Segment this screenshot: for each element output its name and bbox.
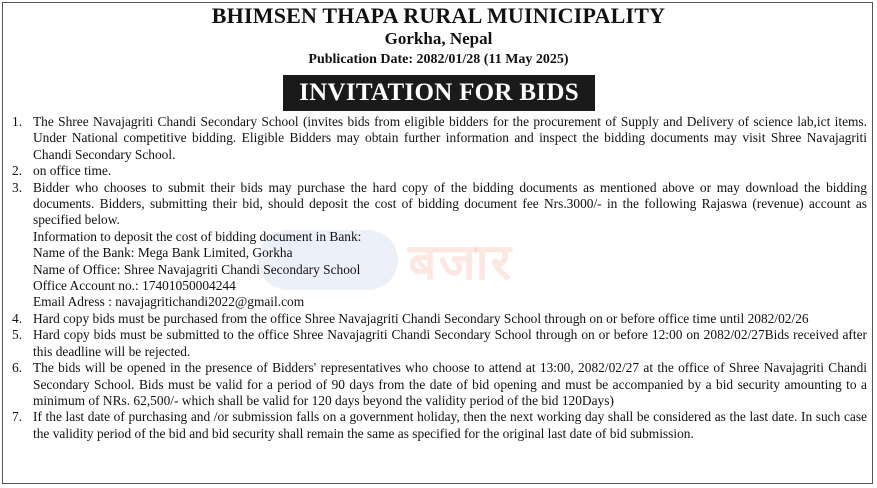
list-item [0, 114, 877, 163]
list-item [0, 311, 877, 327]
item-text: Hard copy bids must be purchased from the office Shree Navajagriti Chandi Secondary School through on or before office time until 2082/02/26 [33, 310, 809, 326]
list-item [0, 163, 877, 179]
bank-info-intro: Information to deposit the cost of bidding document in Bank: [33, 228, 362, 244]
item-number: 6. [12, 360, 23, 376]
item-text: Hard copy bids must be submitted to the office Shree Navajagriti Chandi Secondary School through on or before 12:00 on 2082/02/27Bids received after this deadline will be rejected. [33, 327, 867, 359]
notice-banner: INVITATION FOR BIDS [283, 75, 595, 111]
item-text: If the last date of purchasing and /or submission falls on a government holiday, then the next working day shall be considered as the last date. In such case the validity period of the bid and bid security shall remain the same as specified for the original last date of bid submission. [33, 409, 867, 441]
notice-items [0, 114, 877, 442]
item-text: on office time. [33, 163, 112, 179]
item-text: Bidder who chooses to submit their bids may purchase the hard copy of the bidding documents as mentioned above or may download the bidding documents. Bidders, submitting their bid, should deposit the cost of bidding document fee Nrs.3000/- in the following Rajaswa (revenue) account as specified below. [33, 179, 867, 228]
list-item [0, 327, 877, 360]
item-number: 7. [12, 409, 23, 425]
item-text: The bids will be opened in the presence of Bidders' representatives who choose to attend at 13:00, 2082/02/27 at the office of Shree Navajagriti Chandi Secondary School. Bids must be valid for a period of 90 days from the date of bid opening and must be accompanied by a bid security amounting to a minimum of NRs. 62,500/- which shall be valid for 120 days beyond the validity period of the bid 120Days) [33, 360, 867, 408]
publication-date: Publication Date: 2082/01/28 (11 May 2025) [308, 52, 569, 67]
list-item [0, 409, 877, 442]
item-number: 2. [12, 163, 23, 179]
location: Gorkha, Nepal [384, 29, 493, 48]
bank-name: Name of the Bank: Mega Bank Limited, Gorkha [33, 245, 293, 261]
organization-title: BHIMSEN THAPA RURAL MUINICIPALITY [211, 3, 666, 28]
item-number: 1. [12, 114, 23, 129]
item-number: 4. [12, 310, 23, 326]
item-number: 3. [12, 179, 23, 195]
list-item [0, 360, 877, 409]
item-number: 5. [12, 327, 23, 343]
office-name: Name of Office: Shree Navajagriti Chandi Secondary School [33, 261, 361, 277]
account-number: Office Account no.: 17401050004244 [33, 278, 236, 294]
email-address: Email Adress : navajagritichandi2022@gmail.com [33, 294, 305, 310]
item-text: The Shree Navajagriti Chandi Secondary School (invites bids from eligible bidders for the procurement of Supply and Delivery of science lab,ict items. Under National competitive bidding. Eligible Bidders may obtain further information and inspect the bidding documents may visit Shree Navajagriti Chandi Secondary School. [33, 114, 867, 162]
list-item [0, 180, 877, 311]
watermark-glyphs-icon: बजार [408, 233, 514, 291]
